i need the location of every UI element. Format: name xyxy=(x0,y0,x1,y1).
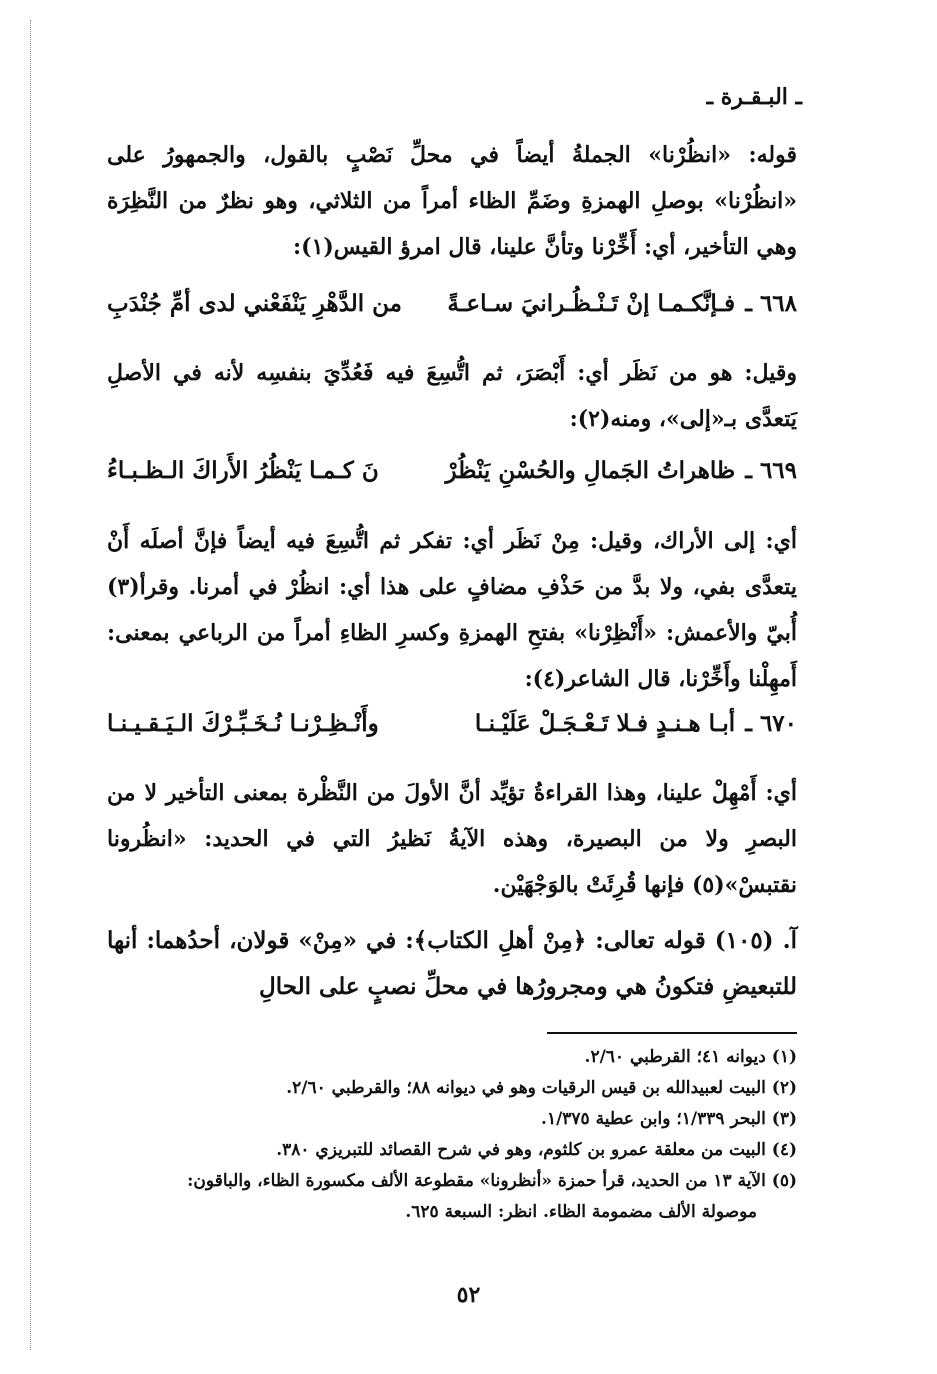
verse-first-hemistich: فـإنَّكـمـا إنْ تَـنْـظُـرانيَ سـاعـةً xyxy=(447,290,736,317)
verse-first-hemistich: ظاهراتُ الجَمالِ والحُسْنِ يَنْظُرْ xyxy=(445,457,736,484)
verse-second-hemistich: وأَنْـظِـرْنـا نُـخَـبِّـرْكَ الـيَـقـيـنـا xyxy=(107,710,379,737)
footnote-5-continuation: موصولة الألف مضمومة الظاء. انظر: السبعة ٦٢٥. xyxy=(405,1202,757,1222)
footnote-5: (٥) الآية ١٣ من الحديد، قرأ حمزة «أنظرونا» مقطوعة الألف مكسورة الظاء، والباقون: xyxy=(187,1171,797,1191)
paragraph-2: وقيل: هو من نَظَر أي: أَبْصَرَ، ثم اتُّسِعَ فيه فَعُدِّيَ بنفسِه لأنه في الأصلِ يَتعدَّى بـ«إلى»، ومنه(٢): xyxy=(107,360,797,432)
footnotes xyxy=(107,1042,797,1228)
verse-668 xyxy=(107,290,797,317)
paragraph-5-verse-105: آ. (١٠٥) قوله تعالى: ﴿مِنْ أهلِ الكتاب﴾: في «مِنْ» قولان، أحدُهما: أنها للتبعيضِ فتكونُ هي ومجرورُها في محلِّ نصبٍ على الحالِ xyxy=(107,927,797,1000)
footnote-2: (٢) البيت لعبيدالله بن قيس الرقيات وهو في ديوانه ٨٨؛ والقرطبي ٢/٦٠. xyxy=(286,1078,797,1098)
verse-second-hemistich: من الدَّهْرِ يَنْفَعْني لدى أمِّ جُنْدَبِ xyxy=(107,290,402,317)
verse-first-hemistich: أبـا هـنـدٍ فـلا تَـعْـجَـلْ عَلَيْـنـا xyxy=(474,710,736,737)
footnote-1: (١) ديوانه ٤١؛ القرطبي ٢/٦٠. xyxy=(584,1047,797,1067)
paragraph-1: قوله: «انظُرْنا» الجملةُ أيضاً في محلِّ نَصْبٍ بالقول، والجمهورُ على «انظُرْنا» بوصلِ الهمزةِ وضَمِّ الظاء أمراً من الثلاثي، وهو نظرٌ من النَّظِرَة وهي التأخير، أي: أَخِّرْنا وتأنَّ علينا، قال امرؤ القيس(١): xyxy=(107,142,797,260)
page-number: ٥٢ xyxy=(456,1282,481,1308)
footnote-4: (٤) البيت من معلقة عمرو بن كلثوم، وهو في شرح القصائد للتبريزي ٣٨٠. xyxy=(276,1140,797,1160)
verse-second-hemistich: نَ كـمـا يَنْظُرُ الأَراكَ الـظـبـاءُ xyxy=(107,457,379,484)
verse-669 xyxy=(107,457,797,484)
verse-number: ٦٦٨ ـ xyxy=(745,290,797,317)
verse-670 xyxy=(107,710,797,737)
footnote-3: (٣) البحر ١/٣٣٩؛ وابن عطية ١/٣٧٥. xyxy=(541,1109,797,1129)
footnote-divider xyxy=(547,1032,797,1034)
paragraph-3: أي: إلى الأراك، وقيل: مِنْ نَظَر أي: تفكر ثم اتُّسِعَ فيه أيضاً فإنَّ أصلَه أَنْ يتعدَّى بفي، ولا بدَّ من حَذْفِ مضافٍ على هذا أي: انظُرْ في أمرنا. وقرأ(٣) أُبيّ والأعمش: «أَنْظِرْنا» بفتحِ الهمزةِ وكسرِ الظاءِ أمراً من الرباعي بمعنى: أَمهِلْنا وأَخِّرْنا، قال الشاعر(٤): xyxy=(107,528,797,692)
scan-edge-dots xyxy=(30,20,31,1350)
paragraph-4: أي: أَمْهِلْ علينا، وهذا القراءةُ تؤيِّد أنَّ الأولَ من النَّظْرة بمعنى التأخير لا من البصرِ ولا من البصيرة، وهذه الآيةُ نَظيرُ التي في الحديد: «انظُرونا نقتبسْ»(٥) فإنها قُرِئَتْ بالوَجْهَيْن. xyxy=(107,780,797,898)
verse-number: ٦٦٩ ـ xyxy=(745,457,797,484)
verse-number: ٦٧٠ ـ xyxy=(745,710,797,737)
running-header: ـ البـقـرة ـ xyxy=(706,84,802,110)
